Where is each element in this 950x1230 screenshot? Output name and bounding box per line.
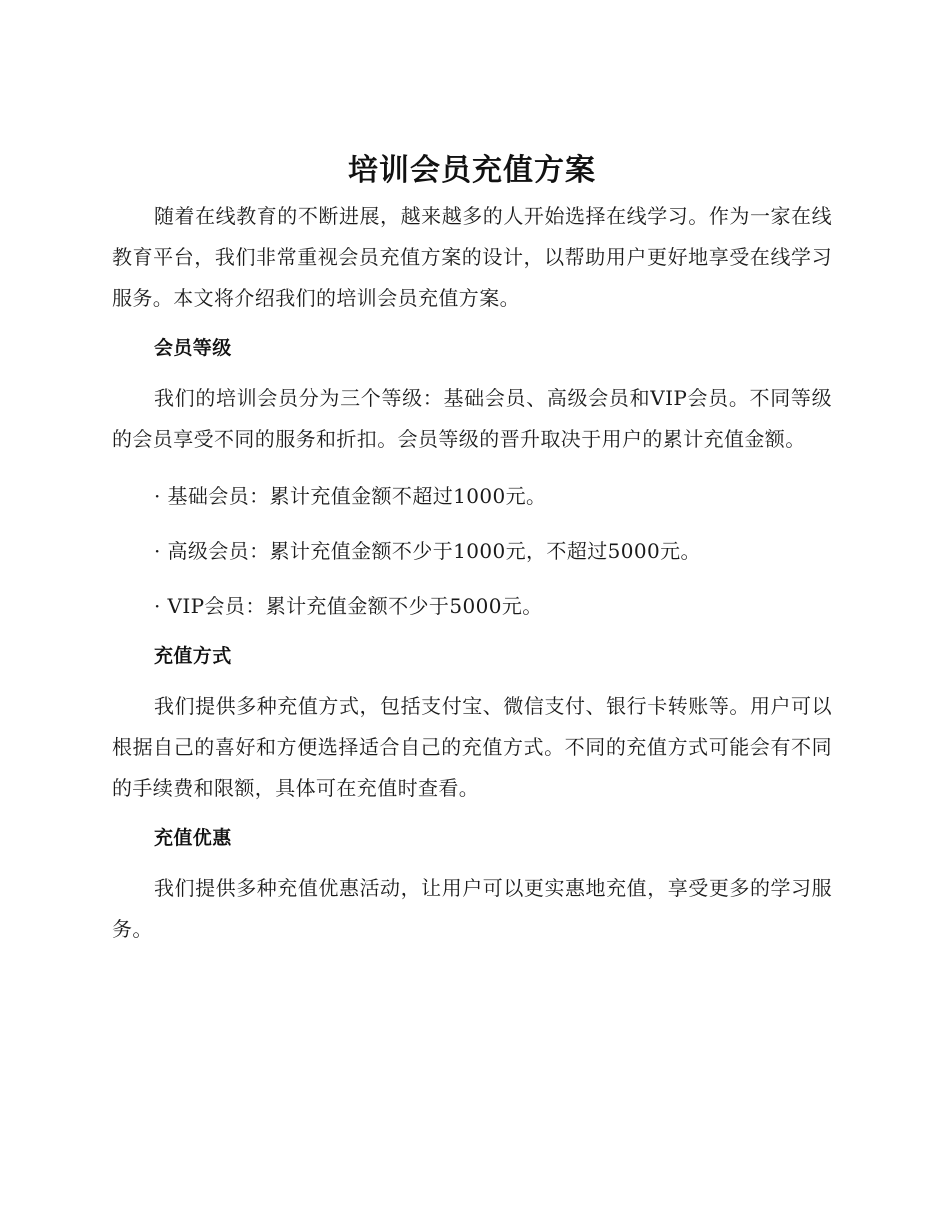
section-heading-payment-methods: 充值方式 bbox=[154, 645, 232, 667]
membership-levels-paragraph: 我们的培训会员分为三个等级：基础会员、高级会员和VIP会员。不同等级的会员享受不同的服务和折扣。会员等级的晋升取决于用户的累计充值金额。 bbox=[112, 386, 832, 451]
list-item-vip-member: · VIP会员：累计充值金额不少于5000元。 bbox=[154, 594, 543, 618]
section-heading-membership-levels: 会员等级 bbox=[154, 337, 232, 359]
membership-levels-list bbox=[112, 476, 832, 627]
list-item-basic-member: · 基础会员：累计充值金额不超过1000元。 bbox=[154, 484, 547, 508]
payment-methods-paragraph: 我们提供多种充值方式，包括支付宝、微信支付、银行卡转账等。用户可以根据自己的喜好和方便选择适合自己的充值方式。不同的充值方式可能会有不同的手续费和限额，具体可在充值时查看。 bbox=[112, 694, 832, 800]
section-heading-recharge-offers: 充值优惠 bbox=[154, 827, 232, 849]
list-item-advanced-member: · 高级会员：累计充值金额不少于1000元，不超过5000元。 bbox=[154, 539, 701, 563]
document-title: 培训会员充值方案 bbox=[348, 153, 596, 188]
intro-paragraph: 随着在线教育的不断进展，越来越多的人开始选择在线学习。作为一家在线教育平台，我们非常重视会员充值方案的设计，以帮助用户更好地享受在线学习服务。本文将介绍我们的培训会员充值方案。 bbox=[112, 204, 832, 310]
document-body bbox=[112, 146, 832, 950]
recharge-offers-paragraph: 我们提供多种充值优惠活动，让用户可以更实惠地充值，享受更多的学习服务。 bbox=[112, 876, 832, 941]
